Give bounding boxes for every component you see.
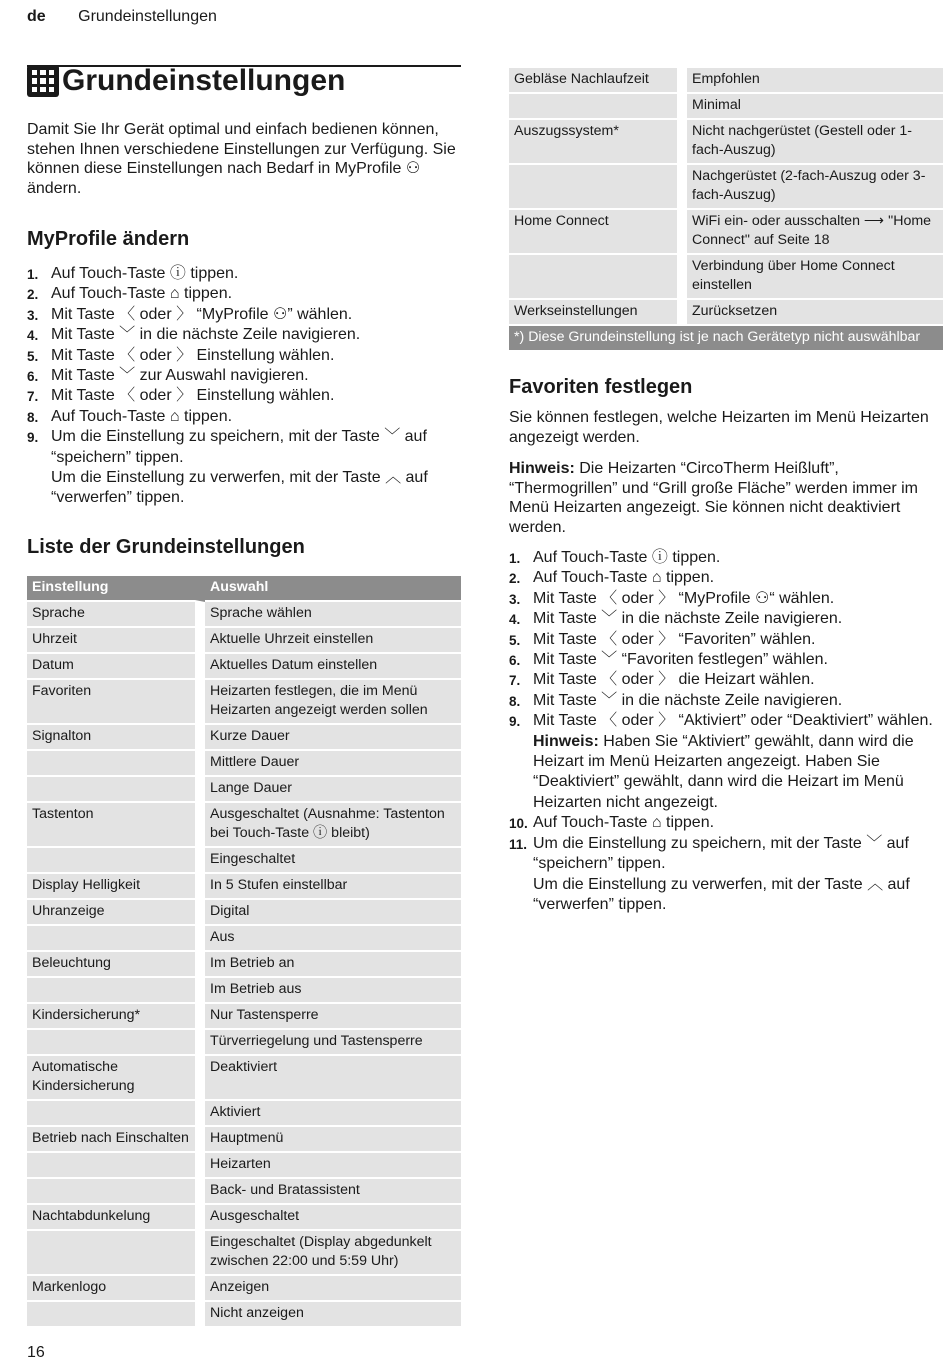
step-number: 11.: [509, 836, 528, 852]
table-header-row: [27, 576, 461, 602]
table-row: [509, 255, 943, 300]
table-footnote-row: [509, 326, 943, 352]
step-number: 1.: [27, 267, 39, 282]
setting-option-cell: Empfohlen: [687, 68, 943, 94]
step-item: [509, 548, 943, 568]
setting-option-cell: Verbindung über Home Connect einstellen: [687, 255, 943, 300]
setting-option-cell: Aktuelles Datum einstellen: [205, 654, 461, 680]
step-text: Mit Taste 〈 oder 〉 “MyProfile ⚇“ wählen.: [533, 589, 835, 607]
hinweis-label: Hinweis:: [509, 460, 575, 477]
page-title: [27, 64, 345, 98]
setting-option-cell: WiFi ein- oder ausschalten ⟶ "Home Connect" auf Seite 18: [687, 210, 943, 255]
step-number: 6.: [509, 653, 521, 669]
table-row: [27, 1127, 461, 1153]
step-item: [509, 711, 943, 813]
setting-option-cell: Ausgeschaltet: [205, 1205, 461, 1231]
setting-name-cell: Automatische Kindersicherung: [27, 1056, 205, 1101]
step-text: Auf Touch-Taste ⓘ tippen.: [533, 549, 721, 566]
myprofile-heading: MyProfile ändern: [27, 228, 190, 250]
step-number: 7.: [509, 673, 521, 689]
setting-option-cell: Digital: [205, 900, 461, 926]
setting-name-cell: [509, 255, 687, 300]
setting-name-cell: Werkseinstellungen: [509, 300, 687, 326]
table-row: [27, 952, 461, 978]
step-item: [509, 691, 943, 711]
settings-table-continued: [509, 68, 943, 352]
column-header-auswahl: Auswahl: [205, 576, 461, 602]
step-item: [27, 325, 461, 345]
step-text: Auf Touch-Taste ⌂ tippen.: [51, 407, 233, 425]
setting-option-cell: Zurücksetzen: [687, 300, 943, 326]
table-row: [27, 680, 461, 725]
setting-name-cell: Sprache: [27, 602, 205, 628]
setting-option-cell: Im Betrieb aus: [205, 978, 461, 1004]
setting-option-cell: Heizarten festlegen, die im Menü Heizarten angezeigt werden sollen: [205, 680, 461, 725]
language-code: de: [27, 8, 46, 25]
step-number: 3.: [509, 591, 521, 607]
step-text: Mit Taste 〈 oder 〉 “Aktiviert” oder “Deaktiviert” wählen.: [533, 712, 933, 730]
table-row: [509, 165, 943, 210]
table-row: [27, 900, 461, 926]
setting-option-cell: Ausgeschaltet (Ausnahme: Tastenton bei Touch-Taste ⓘ bleibt): [205, 803, 461, 848]
step-number: 7.: [27, 389, 39, 405]
step-item: [27, 366, 461, 386]
table-row: [27, 1205, 461, 1231]
table-row: [27, 1030, 461, 1056]
step-text: Mit Taste 〈 oder 〉 Einstellung wählen.: [51, 387, 335, 405]
step-text: Mit Taste 〈 oder 〉 Einstellung wählen.: [51, 346, 335, 364]
step-item: [509, 630, 943, 650]
table-row: [27, 1004, 461, 1030]
setting-name-cell: Markenlogo: [27, 1276, 205, 1302]
setting-option-cell: Hauptmenü: [205, 1127, 461, 1153]
step-text: Auf Touch-Taste ⌂ tippen.: [51, 285, 233, 303]
setting-name-cell: [27, 1101, 205, 1127]
setting-option-cell: Aus: [205, 926, 461, 952]
settings-table: [27, 576, 461, 1328]
favoriten-intro: Sie können festlegen, welche Heizarten im Menü Heizarten angezeigt werden.: [509, 409, 929, 446]
setting-option-cell: Aktuelle Uhrzeit einstellen: [205, 628, 461, 654]
setting-name-cell: [27, 848, 205, 874]
table-row: [27, 725, 461, 751]
step-text: Mit Taste ﹀ “Favoriten festlegen” wählen.: [533, 651, 828, 669]
setting-name-cell: Gebläse Nachlaufzeit: [509, 68, 687, 94]
setting-name-cell: [27, 777, 205, 803]
step-text: Mit Taste ﹀ in die nächste Zeile navigieren.: [51, 326, 361, 344]
setting-name-cell: Nachtabdunkelung: [27, 1205, 205, 1231]
setting-name-cell: Datum: [27, 654, 205, 680]
setting-option-cell: Im Betrieb an: [205, 952, 461, 978]
setting-option-cell: Nachgerüstet (2-fach-Auszug oder 3-fach-Auszug): [687, 165, 943, 210]
setting-option-cell: Lange Dauer: [205, 777, 461, 803]
table-row: [27, 654, 461, 680]
setting-name-cell: Tastenton: [27, 803, 205, 848]
setting-name-cell: [27, 1179, 205, 1205]
setting-name-cell: Auszugssystem*: [509, 120, 687, 165]
step-number: 9.: [27, 430, 39, 446]
step-item: [27, 346, 461, 366]
step-note-text: Haben Sie “Aktiviert” gewählt, dann wird die Heizart im Menü Heizarten angezeigt. Haben Sie “Deaktiviert” gewählt, dann wird die Heizart im Menü Heizarten nicht angezeigt.: [533, 732, 914, 811]
table-row: [27, 978, 461, 1004]
setting-name-cell: [27, 1153, 205, 1179]
setting-name-cell: Signalton: [27, 725, 205, 751]
step-item: [27, 264, 461, 284]
setting-name-cell: Beleuchtung: [27, 952, 205, 978]
step-text: Mit Taste 〈 oder 〉 “MyProfile ⚇” wählen.: [51, 305, 353, 323]
step-item: [27, 427, 461, 509]
page-header: [27, 8, 217, 26]
table-row: [27, 1276, 461, 1302]
table-row: [27, 628, 461, 654]
table-row: [27, 777, 461, 803]
step-item: [509, 670, 943, 690]
setting-option-cell: Nicht anzeigen: [205, 1302, 461, 1328]
step-item: [509, 834, 943, 916]
setting-name-cell: Uhranzeige: [27, 900, 205, 926]
table-row: [27, 874, 461, 900]
setting-option-cell: Eingeschaltet (Display abgedunkelt zwischen 22:00 und 5:59 Uhr): [205, 1231, 461, 1276]
step-number: 5.: [27, 348, 39, 364]
table-row: [27, 602, 461, 628]
setting-name-cell: Display Helligkeit: [27, 874, 205, 900]
setting-option-cell: Anzeigen: [205, 1276, 461, 1302]
table-row: [27, 1056, 461, 1101]
table-row: [509, 94, 943, 120]
setting-option-cell: Back- und Bratassistent: [205, 1179, 461, 1205]
setting-name-cell: Betrieb nach Einschalten: [27, 1127, 205, 1153]
setting-name-cell: [509, 94, 687, 120]
liste-heading: Liste der Grundeinstellungen: [27, 536, 305, 558]
table-row: [27, 1302, 461, 1328]
settings-grid-icon: [27, 65, 59, 97]
step-item: [509, 609, 943, 629]
step-number: 2.: [509, 571, 521, 587]
setting-option-cell: Nur Tastensperre: [205, 1004, 461, 1030]
step-text: Um die Einstellung zu speichern, mit der Taste ﹀ auf “speichern” tippen.: [51, 428, 427, 466]
step-alt-text: Um die Einstellung zu verwerfen, mit der Taste ︿ auf “verwerfen” tippen.: [51, 469, 428, 507]
step-number: 2.: [27, 287, 39, 303]
step-text: Auf Touch-Taste ⌂ tippen.: [533, 569, 715, 587]
hinweis-text: Die Heizarten “CircoTherm Heißluft”, “Thermogrillen” und “Grill große Fläche” werden immer im Menü Heizarten angezeigt. Sie können nicht deaktiviert werden.: [509, 460, 918, 536]
step-number: 1.: [509, 551, 521, 566]
setting-option-cell: Minimal: [687, 94, 943, 120]
step-item: [509, 589, 943, 609]
table-row: [27, 1231, 461, 1276]
table-row: [27, 1153, 461, 1179]
step-number: 8.: [27, 409, 39, 425]
step-text: Mit Taste 〈 oder 〉 die Heizart wählen.: [533, 671, 815, 689]
step-number: 3.: [27, 307, 39, 323]
step-text: Mit Taste ﹀ in die nächste Zeile navigieren.: [533, 691, 843, 709]
intro-text: Damit Sie Ihr Gerät optimal und einfach bedienen können, stehen Ihnen verschiedene Einstellungen zur Verfügung. Sie können diese Einstellungen nach Bedarf in MyProfile ⚇ ändern.: [27, 121, 456, 197]
table-row: [509, 68, 943, 94]
setting-option-cell: Heizarten: [205, 1153, 461, 1179]
setting-option-cell: In 5 Stufen einstellbar: [205, 874, 461, 900]
setting-option-cell: Kurze Dauer: [205, 725, 461, 751]
setting-name-cell: Uhrzeit: [27, 628, 205, 654]
step-note: [533, 732, 943, 814]
step-text: Um die Einstellung zu speichern, mit der Taste ﹀ auf “speichern” tippen.: [533, 834, 909, 873]
myprofile-steps: [27, 264, 461, 509]
step-item: [509, 568, 943, 588]
step-number: 4.: [27, 328, 39, 344]
table-row: [509, 120, 943, 165]
step-number: 4.: [509, 612, 521, 628]
step-text: Mit Taste ﹀ zur Auswahl navigieren.: [51, 367, 309, 385]
page-title-text: Grundeinstellungen: [62, 64, 346, 97]
step-item: [27, 386, 461, 406]
page-number: 16: [27, 1344, 45, 1361]
running-title: Grundeinstellungen: [78, 8, 217, 25]
table-row: [27, 803, 461, 848]
setting-option-cell: Mittlere Dauer: [205, 751, 461, 777]
step-note-label: Hinweis:: [533, 732, 599, 750]
setting-option-cell: Aktiviert: [205, 1101, 461, 1127]
setting-option-cell: Deaktiviert: [205, 1056, 461, 1101]
setting-name-cell: [509, 165, 687, 210]
setting-option-cell: Türverriegelung und Tastensperre: [205, 1030, 461, 1056]
table-row: [27, 1101, 461, 1127]
step-number: 6.: [27, 369, 39, 385]
table-row: [27, 751, 461, 777]
step-text: Auf Touch-Taste ⓘ tippen.: [51, 265, 239, 282]
table-footnote: *) Diese Grundeinstellung ist je nach Gerätetyp nicht auswählbar: [509, 326, 943, 352]
setting-option-cell: Eingeschaltet: [205, 848, 461, 874]
step-text: Mit Taste ﹀ in die nächste Zeile navigieren.: [533, 610, 843, 628]
setting-name-cell: [27, 978, 205, 1004]
column-header-einstellung: Einstellung: [27, 576, 205, 602]
favoriten-steps: [509, 548, 943, 915]
favoriten-heading: Favoriten festlegen: [509, 376, 693, 398]
setting-name-cell: Kindersicherung*: [27, 1004, 205, 1030]
table-row: [509, 300, 943, 326]
setting-name-cell: [27, 1030, 205, 1056]
step-item: [27, 305, 461, 325]
setting-name-cell: [27, 751, 205, 777]
step-item: [27, 407, 461, 427]
setting-name-cell: Favoriten: [27, 680, 205, 725]
step-number: 9.: [509, 714, 521, 730]
step-number: 5.: [509, 632, 521, 648]
setting-name-cell: [27, 1231, 205, 1276]
table-row: [27, 926, 461, 952]
setting-name-cell: [27, 926, 205, 952]
step-text: Mit Taste 〈 oder 〉 “Favoriten” wählen.: [533, 630, 816, 648]
step-item: [27, 284, 461, 304]
step-number: 10.: [509, 816, 528, 832]
step-alt-text: Um die Einstellung zu verwerfen, mit der Taste ︿ auf “verwerfen” tippen.: [533, 875, 910, 913]
table-row: [27, 848, 461, 874]
setting-name-cell: Home Connect: [509, 210, 687, 255]
setting-name-cell: [27, 1302, 205, 1328]
step-number: 8.: [509, 693, 521, 709]
favoriten-hinweis: [509, 459, 943, 537]
step-text: Auf Touch-Taste ⌂ tippen.: [533, 814, 715, 832]
setting-option-cell: Sprache wählen: [205, 602, 461, 628]
setting-option-cell: Nicht nachgerüstet (Gestell oder 1-fach-Auszug): [687, 120, 943, 165]
table-row: [27, 1179, 461, 1205]
step-item: [509, 813, 943, 833]
step-item: [509, 650, 943, 670]
table-row: [509, 210, 943, 255]
